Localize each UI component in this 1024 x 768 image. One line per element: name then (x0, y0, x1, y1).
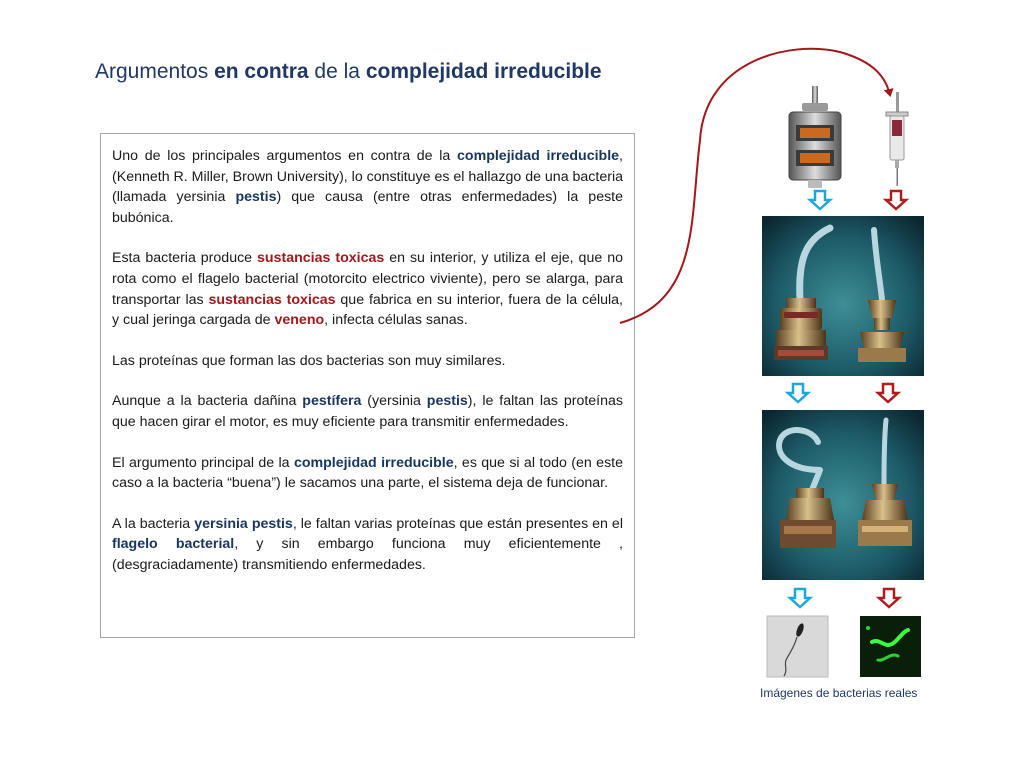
down-arrow-icon (886, 191, 906, 209)
paragraph-2: Esta bacteria produce sustancias toxicas en su interior, y utiliza el eje, que no rota como el flagelo bacterial (motorcito electrico viviente), pero se alarga, para transportar las sustancias toxicas que fabrica en su interior, fuera de la célula, y cual jeringa cargada de veneno, infecta células sanas. (112, 250, 623, 329)
image-caption: Imágenes de bacterias reales (760, 686, 918, 700)
down-arrow-icon (788, 384, 808, 402)
motor-illustration (789, 86, 841, 188)
micrograph-fluorescent-bacteria (860, 616, 921, 677)
slide-title: Argumentos en contra de la complejidad irreducible (95, 60, 602, 83)
paragraph-4: Aunque a la bacteria dañina pestífera (yersinia pestis), le faltan las proteínas que hacen girar el motor, es muy eficiente para transmitir enfermedades. (112, 393, 623, 430)
paragraph-6: A la bacteria yersinia pestis, le faltan varias proteínas que están presentes en el flagelo bacterial, y sin embargo funciona muy eficientemente , (desgraciadamente) transmitiendo enfermedades. (112, 515, 623, 573)
down-arrow-icon (810, 191, 830, 209)
paragraph-3: Las proteínas que forman las dos bacterias son muy similares. (112, 352, 506, 369)
syringe-illustration (886, 92, 908, 186)
down-arrow-icon (790, 589, 810, 607)
flagellum-comparison-image-2 (762, 410, 924, 580)
flagellum-comparison-image-1 (762, 216, 924, 376)
down-arrow-icon (879, 589, 899, 607)
paragraph-5: El argumento principal de la complejidad irreducible, es que si al todo (en este caso a la bacteria “buena”) le sacamos una parte, el sistema deja de funcionar. (112, 454, 623, 492)
paragraph-1: Uno de los principales argumentos en contra de la complejidad irreducible, (Kenneth R. Miller, Brown University), lo constituye es el hallazgo de una bacteria (llamada yersinia pestis) que causa (entre otras enfermedades) la peste bubónica. (112, 148, 624, 226)
micrograph-flagellated-bacterium (767, 616, 828, 677)
down-arrow-icon (878, 384, 898, 402)
